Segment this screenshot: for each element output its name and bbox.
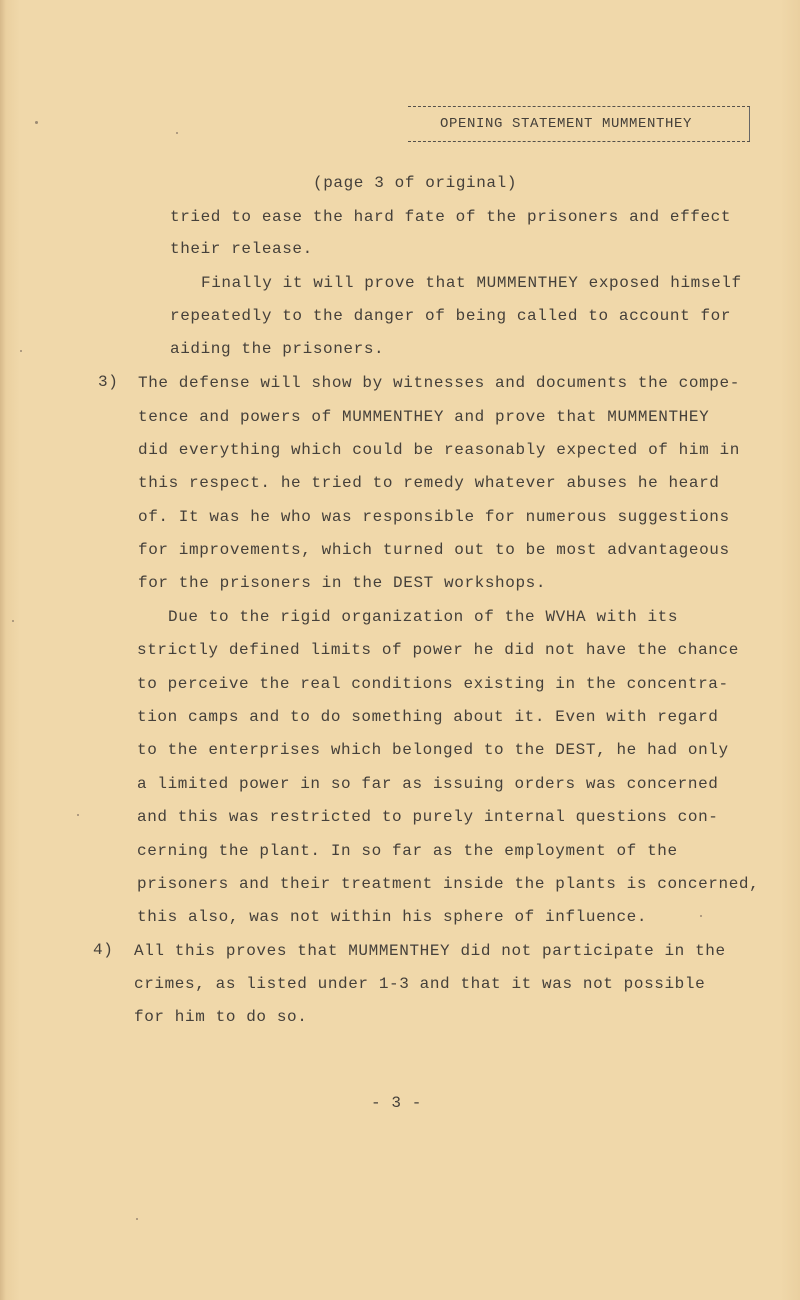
paragraph-3-line: tion camps and to do something about it. Even with regard (137, 708, 719, 726)
paragraph-2-line: aiding the prisoners. (170, 340, 385, 358)
item-3-line: for improvements, which turned out to be most advantageous (138, 541, 730, 559)
header-title: OPENING STATEMENT MUMMENTHEY (440, 116, 693, 132)
item-4-line: for him to do so. (134, 1008, 308, 1026)
item-3-line: tence and powers of MUMMENTHEY and prove that MUMMENTHEY (138, 408, 710, 426)
paragraph-3-line: prisoners and their treatment inside the plants is concerned, (137, 875, 760, 893)
paragraph-3-line: to the enterprises which belonged to the DEST, he had only (137, 741, 729, 759)
paragraph-3-line: cerning the plant. In so far as the employment of the (137, 842, 678, 860)
paragraph-3-line: strictly defined limits of power he did not have the chance (137, 641, 739, 659)
paragraph-3-line: a limited power in so far as issuing orders was concerned (137, 775, 719, 793)
item-4-line: All this proves that MUMMENTHEY did not participate in the (134, 942, 726, 960)
item-3-line: did everything which could be reasonably expected of him in (138, 441, 740, 459)
paragraph-1-line: their release. (170, 240, 313, 258)
item-3-line: for the prisoners in the DEST workshops. (138, 574, 547, 592)
paragraph-3-line: this also, was not within his sphere of influence. (137, 908, 648, 926)
header-box (408, 106, 750, 142)
paragraph-2-line: repeatedly to the danger of being called to account for (170, 307, 732, 325)
paper-speck (35, 121, 38, 124)
item-4-line: crimes, as listed under 1-3 and that it was not possible (134, 975, 706, 993)
page-number: - 3 - (371, 1094, 423, 1112)
paragraph-3-line: to perceive the real conditions existing in the concentra- (137, 675, 729, 693)
item-3-number: 3) (98, 373, 119, 391)
item-3-line: The defense will show by witnesses and documents the compe- (138, 374, 740, 392)
paragraph-3-line: Due to the rigid organization of the WVHA with its (168, 608, 679, 626)
paper-speck (12, 620, 14, 622)
paper-speck (176, 132, 178, 134)
paper-speck (20, 350, 22, 352)
paragraph-3-line: and this was restricted to purely internal questions con- (137, 808, 719, 826)
paper-speck (77, 814, 79, 816)
subheading: (page 3 of original) (313, 174, 518, 192)
item-3-line: of. It was he who was responsible for numerous suggestions (138, 508, 730, 526)
item-3-line: this respect. he tried to remedy whatever abuses he heard (138, 474, 720, 492)
paper-speck (136, 1218, 138, 1220)
item-4-number: 4) (93, 941, 114, 959)
paragraph-2-line: Finally it will prove that MUMMENTHEY exposed himself (201, 274, 742, 292)
paper-speck (700, 915, 702, 917)
paragraph-1-line: tried to ease the hard fate of the prisoners and effect (170, 208, 732, 226)
